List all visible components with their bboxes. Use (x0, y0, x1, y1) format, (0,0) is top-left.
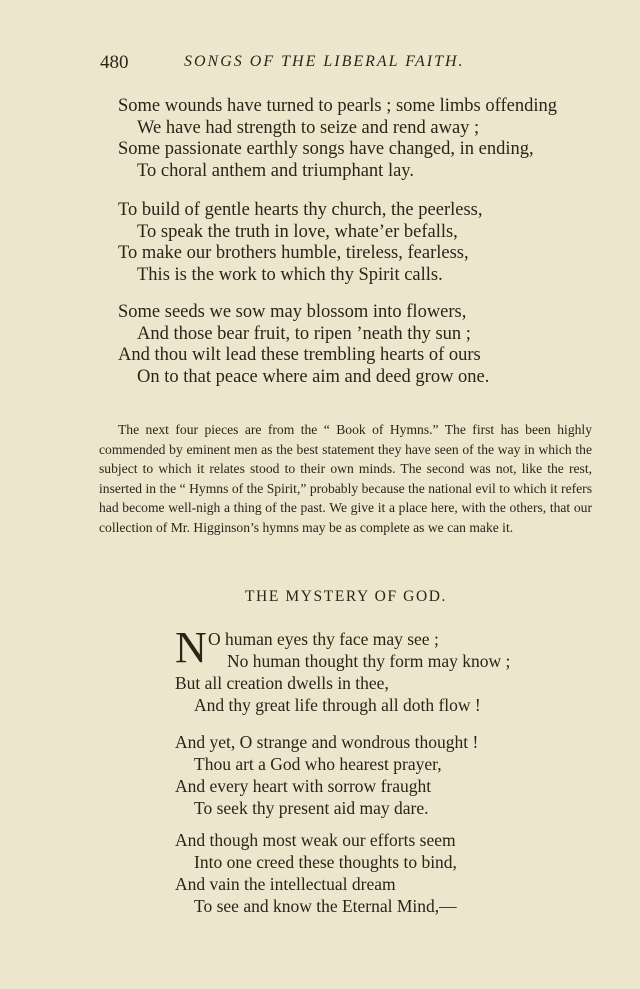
drop-cap: N (175, 623, 207, 672)
verse-line: Some passionate earthly songs have changed, in ending, (118, 139, 534, 159)
verse-line: And thou wilt lead these trembling hearts of ours (118, 345, 481, 365)
verse-line: Thou art a God who hearest prayer, (194, 754, 442, 774)
verse-line: No human thought thy form may know ; (227, 651, 511, 671)
verse-line: To make our brothers humble, tireless, fearless, (118, 243, 469, 263)
poem-stanza-2 (118, 200, 482, 286)
verse-line: And thy great life through all doth flow ! (194, 695, 481, 715)
verse-line: To choral anthem and triumphant lay. (137, 160, 414, 181)
hymn-title: THE MYSTERY OF GOD. (244, 588, 448, 605)
page-number: 480 (100, 52, 129, 73)
verse-line: And those bear fruit, to ripen ’neath thy sun ; (137, 323, 471, 344)
verse-line: O human eyes thy face may see ; (208, 629, 439, 649)
poem-stanza-1 (118, 96, 557, 182)
verse-line: Some wounds have turned to pearls ; some limbs offending (118, 96, 557, 116)
verse-line: This is the work to which thy Spirit calls. (137, 264, 443, 285)
verse-line: To seek thy present aid may dare. (194, 798, 429, 818)
verse-line: On to that peace where aim and deed grow one. (137, 366, 490, 387)
verse-line: And vain the intellectual dream (175, 874, 396, 894)
running-title: SONGS OF THE LIBERAL FAITH. (184, 53, 465, 70)
verse-line: Some seeds we sow may blossom into flowers, (118, 302, 467, 322)
hymn-stanza-1 (175, 623, 511, 716)
editorial-note-text: The next four pieces are from the “ Book of Hymns.” The first has been highly commended by eminent men as the best statement they have seen of the way in which the subject to which it relates stood to their own minds. The second was not, like the rest, inserted in the “ Hymns of the Spirit,” probably because the national evil to which it refers had become well-nigh a thing of the past. We give it a place here, with the others, that our collection of Mr. Higginson’s hymns may be as complete as we can make it. (99, 422, 592, 535)
hymn-stanza-2 (175, 731, 478, 819)
verse-line: But all creation dwells in thee, (175, 673, 389, 693)
verse-line: To speak the truth in love, whate’er befalls, (137, 221, 458, 242)
verse-line: To see and know the Eternal Mind,— (194, 896, 457, 916)
editorial-note (99, 420, 592, 537)
verse-line: And every heart with sorrow fraught (175, 776, 432, 796)
verse-line: Into one creed these thoughts to bind, (194, 852, 457, 872)
verse-line: And yet, O strange and wondrous thought ! (175, 732, 479, 752)
verse-line: We have had strength to seize and rend away ; (137, 117, 480, 138)
page-header (100, 52, 520, 76)
verse-line: To build of gentle hearts thy church, the peerless, (118, 200, 483, 220)
poem-stanza-3 (118, 302, 489, 388)
verse-line: And though most weak our efforts seem (175, 830, 456, 850)
hymn-stanza-3 (175, 829, 457, 917)
